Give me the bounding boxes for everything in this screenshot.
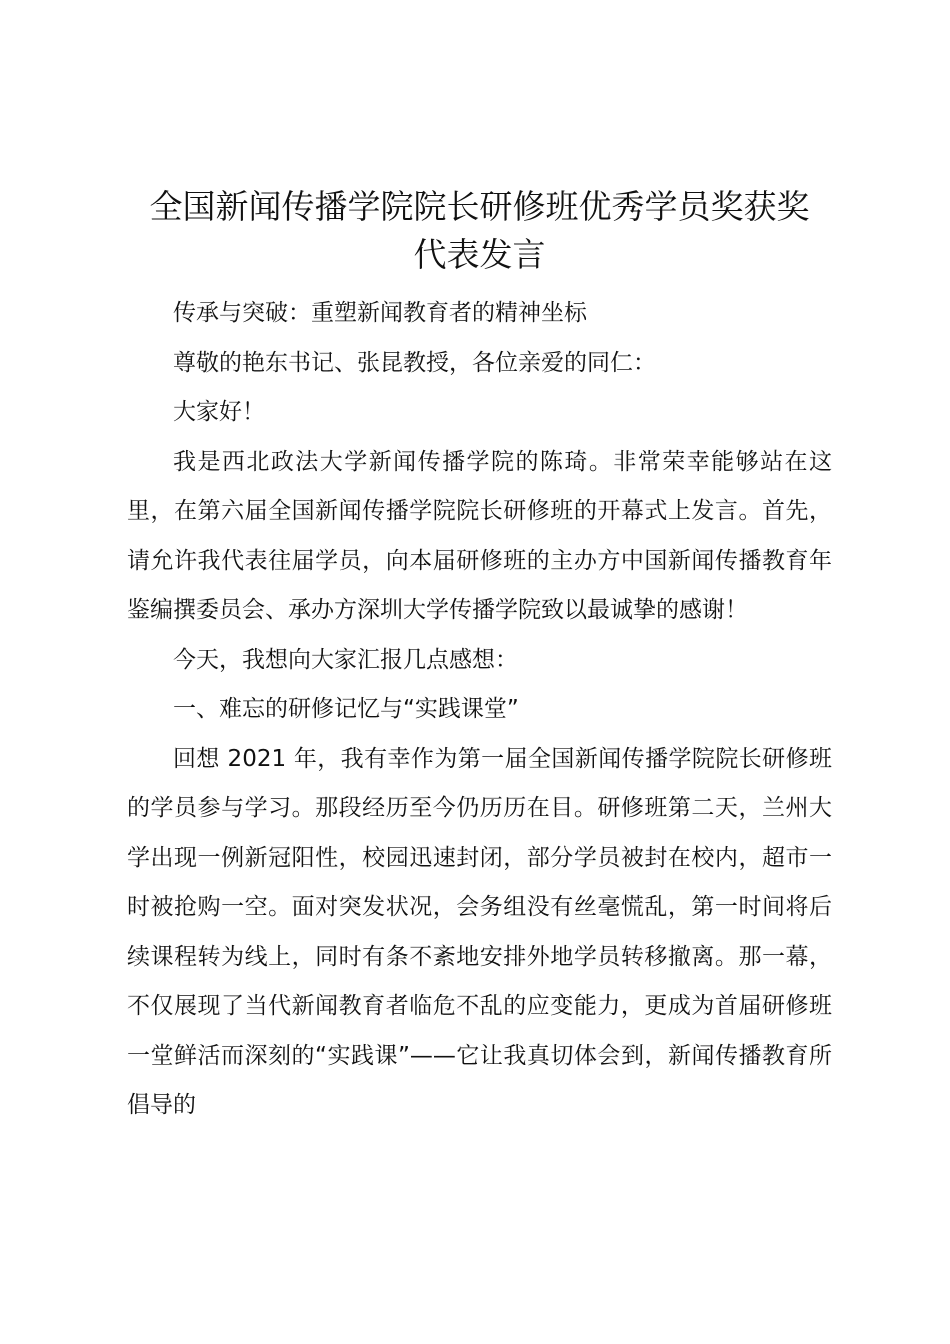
document-title — [127, 183, 832, 279]
title-line-2: 代表发言 — [413, 235, 546, 274]
section-heading-1: 一、难忘的研修记忆与“实践课堂” — [173, 696, 519, 722]
transition-paragraph: 今天，我想向大家汇报几点感想： — [173, 646, 518, 673]
document-body — [127, 289, 832, 1131]
title-line-1: 全国新闻传播学院院长研修班优秀学员奖获奖 — [149, 187, 810, 226]
document-page — [127, 183, 832, 1131]
intro-paragraph: 我是西北政法大学新闻传播学院的陈琦。非常荣幸能够站在这里，在第六届全国新闻传播学院院长研修班的开幕式上发言。首先，请允许我代表往届学员，向本届研修班的主办方中国新闻传播教育年鉴编撰委员会、承办方深圳大学传播学院致以最诚挚的感谢！ — [127, 448, 832, 623]
memory-paragraph: 回想 2021 年，我有幸作为第一届全国新闻传播学院院长研修班的学员参与学习。那段经历至今仍历历在目。研修班第二天，兰州大学出现一例新冠阳性，校园迅速封闭，部分学员被封在校内，超市一时被抢购一空。面对突发状况，会务组没有丝毫慌乱，第一时间将后续课程转为线上，同时有条不紊地安排外地学员转移撤离。那一幕，不仅展现了当代新闻教育者临危不乱的应变能力，更成为首届研修班一堂鲜活而深刻的“实践课”——它让我真切体会到，新闻传播教育所倡导的 — [127, 745, 832, 1118]
subtitle-paragraph: 传承与突破：重塑新闻教育者的精神坐标 — [173, 300, 587, 326]
greeting-paragraph: 大家好！ — [173, 399, 265, 425]
salutation-paragraph: 尊敬的艳东书记、张昆教授，各位亲爱的同仁： — [173, 349, 656, 376]
